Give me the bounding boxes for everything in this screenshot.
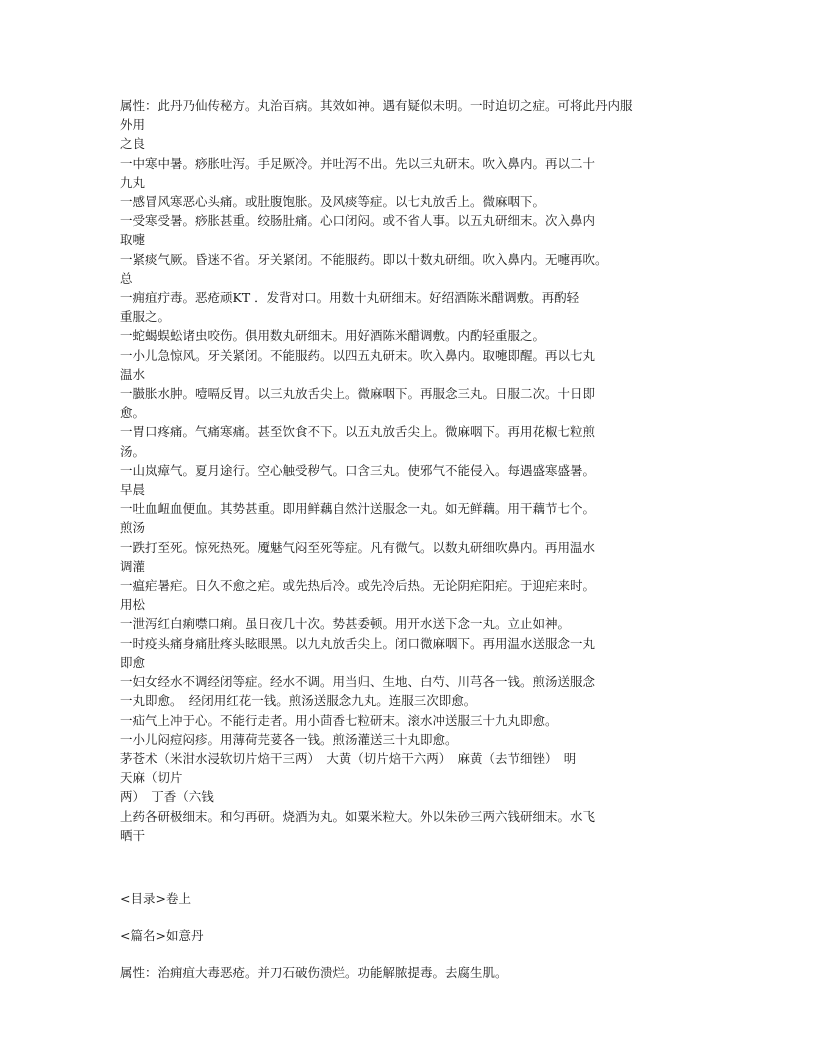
text-line: 一丸即愈。 经闭用红花一钱。煎汤送服念九丸。连服三次即愈。: [120, 693, 477, 709]
text-line: 两） 丁香（六钱: [120, 789, 214, 805]
text-line: 一胃口疼痛。气痛寒痛。甚至饮食不下。以五丸放舌尖上。微麻咽下。再用花椒七粒煎: [120, 424, 596, 440]
text-line: 温水: [120, 366, 146, 382]
text-line: 一臌胀水肿。噎嗝反胃。以三丸放舌尖上。微麻咽下。再服念三丸。日服二次。十日即: [120, 386, 596, 402]
text-line: 茅苍术（米泔水浸软切片焙干三两） 大黄（切片焙干六两） 麻黄（去节细锉） 明: [120, 750, 577, 766]
text-line: 汤。: [120, 443, 146, 459]
text-line: 上药各研极细末。和匀再研。烧酒为丸。如粟米粒大。外以朱砂三两六钱研细末。水飞: [120, 808, 596, 824]
text-line: 一跌打至死。惊死热死。魇魅气闷至死等症。凡有微气。以数丸研细吹鼻内。再用温水: [120, 539, 596, 555]
text-line: 一紧痰气厥。昏迷不省。牙关紧闭。不能服药。即以十数丸研细。吹入鼻内。无嚏再吹。: [120, 251, 608, 267]
text-line: 愈。: [120, 405, 146, 421]
document-page: [120, 96, 700, 1000]
text-line: 取嚏: [120, 232, 146, 248]
text-line: 一泄泻红白痢噤口痢。虽日夜几十次。势甚委顿。用开水送下念一丸。立止如神。: [120, 616, 571, 632]
text-line: 天麻（切片: [120, 770, 183, 786]
text-line: 一蛇蝎蜈蚣诸虫咬伤。俱用数丸研细末。用好酒陈米醋调敷。内酌轻重服之。: [120, 328, 546, 344]
text-line: 一小儿闷痘闷疹。用薄荷芫荽各一钱。煎汤灌送三十丸即愈。: [120, 731, 458, 747]
catalog-line: <目录>卷上: [120, 890, 191, 906]
text-line: 属性：此丹乃仙传秘方。丸治百病。其效如神。遇有疑似未明。一时迫切之症。可将此丹内服: [120, 98, 633, 113]
text-line: 晒干: [120, 827, 146, 843]
text-line: 外用: [120, 117, 146, 133]
text-line: 之良: [120, 136, 146, 152]
text-line: 煎汤: [120, 520, 146, 536]
text-line: 一痈疽疔毒。恶疮顽KT ．发背对口。用数十丸研细末。好绍酒陈米醋调敷。再酌轻: [120, 290, 580, 306]
property-line: 属性：治痈疽大毒恶疮。并刀石破伤溃烂。功能解脓提毒。去腐生肌。: [120, 964, 508, 980]
text-line: 一疝气上冲于心。不能行走者。用小茴香七粒研末。滚水冲送服三十九丸即愈。: [120, 712, 558, 728]
text-line: 一妇女经水不调经闭等症。经水不调。用当归、生地、白芍、川芎各一钱。煎汤送服念: [120, 674, 596, 690]
text-line: 一吐血衄血便血。其势甚重。即用鲜藕自然汁送服念一丸。如无鲜藕。用干藕节七个。: [120, 501, 596, 517]
text-line: 调灌: [120, 558, 146, 574]
text-line: 一时疫头痛身痛肚疼头眩眼黑。以九丸放舌尖上。闭口微麻咽下。再用温水送服念一丸: [120, 635, 596, 651]
title-line: <篇名>如意丹: [120, 927, 204, 943]
text-line: 用松: [120, 597, 146, 613]
text-line: 一山岚瘴气。夏月途行。空心触受秽气。口含三丸。使邪气不能侵入。每遇盛寒盛暑。: [120, 462, 596, 478]
text-line: 一中寒中暑。痧胀吐泻。手足厥冷。并吐泻不出。先以三丸研末。吹入鼻内。再以二十: [120, 155, 596, 171]
text-line: 早晨: [120, 482, 146, 498]
text-line: 一感冒风寒恶心头痛。或肚腹饱胀。及风痰等症。以七丸放舌上。微麻咽下。: [120, 194, 546, 210]
text-block-next-entry: [120, 889, 700, 982]
text-line: 一小儿急惊风。牙关紧闭。不能服药。以四五丸研末。吹入鼻内。取嚏即醒。再以七丸: [120, 347, 596, 363]
text-line: 即愈: [120, 654, 146, 670]
text-line: 总: [120, 270, 133, 286]
section-gap: [120, 845, 700, 889]
text-line: 九丸: [120, 174, 146, 190]
text-block-main: [120, 96, 700, 845]
text-line: 重服之。: [120, 309, 171, 325]
text-line: 一受寒受暑。痧胀甚重。绞肠肚痛。心口闭闷。或不省人事。以五丸研细末。次入鼻内: [120, 213, 596, 229]
text-line: 一瘟疟暑疟。日久不愈之疟。或先热后冷。或先冷后热。无论阴疟阳疟。于迎疟来时。: [120, 578, 596, 594]
